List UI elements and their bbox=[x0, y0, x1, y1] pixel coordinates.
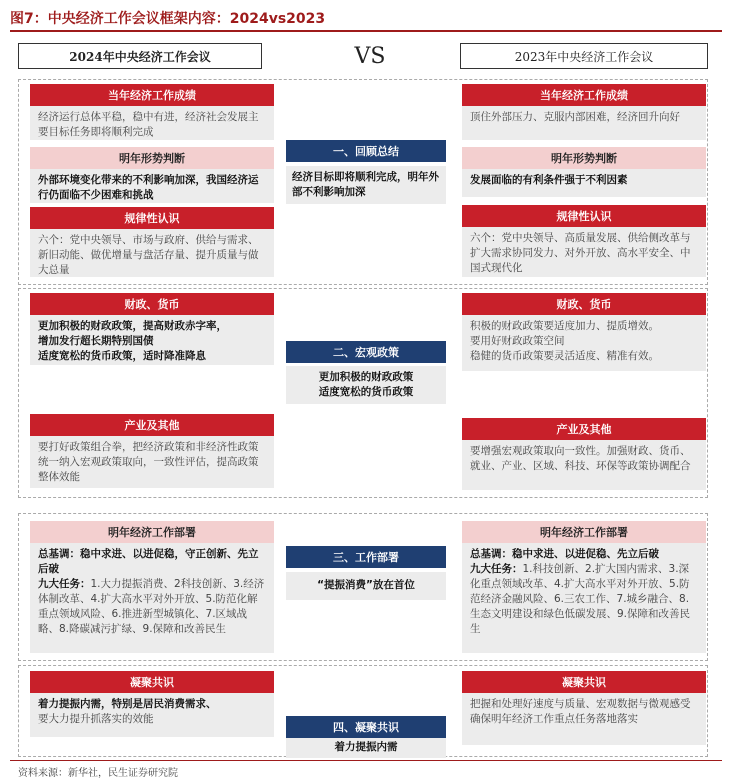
s2-right-fiscal-text bbox=[462, 315, 706, 371]
title-divider bbox=[10, 30, 722, 32]
s2-right-fiscal-line-2: 要用好财政政策空间 bbox=[470, 335, 565, 347]
header-2024: 2024年中央经济工作会议 bbox=[18, 43, 262, 69]
s4-center-text: 着力提振内需 bbox=[286, 738, 446, 758]
s4-right-line-1: 把握和处理好速度与质量、宏观数据与微观感受 bbox=[470, 698, 691, 710]
s1-left-achievement-title: 当年经济工作成绩 bbox=[30, 84, 274, 106]
s2-center-title: 二、宏观政策 bbox=[286, 341, 446, 363]
s2-left-fiscal-line-2: 增加发行超长期特别国债 bbox=[38, 335, 154, 347]
s1-center-title: 一、回顾总结 bbox=[286, 140, 446, 162]
s3-right-title: 明年经济工作部署 bbox=[462, 521, 706, 543]
s2-right-fiscal-title: 财政、货币 bbox=[462, 293, 706, 315]
s2-center-text bbox=[286, 366, 446, 404]
s4-right-line-2: 确保明年经济工作重点任务落地落实 bbox=[470, 713, 638, 725]
s3-left-main-text: 稳中求进、以进促稳，守正创新、先立后破 bbox=[38, 548, 259, 575]
footer-divider bbox=[10, 760, 722, 761]
s1-right-achievement-text: 顶住外部压力、克服内部困难，经济回升向好 bbox=[462, 106, 706, 140]
s2-left-fiscal-title: 财政、货币 bbox=[30, 293, 274, 315]
s3-center-text: “提振消费”放在首位 bbox=[286, 572, 446, 600]
s1-right-outlook-text: 发展面临的有利条件强于不利因素 bbox=[462, 169, 706, 197]
s1-left-rules-text: 六个：党中央领导、市场与政府、供给与需求、新旧动能、做优增量与盘活存量、提升质量与做大总量 bbox=[30, 229, 274, 277]
s3-left-tasks-text: 1.大力提振消费、2科技创新、3.经济体制改革、4.扩大高水平对外开放、5.防范化解重点领域风险、6.推进新型城镇化、7.区域战略、8.降碳减污扩绿、9.保障和改善民生 bbox=[38, 578, 265, 635]
s1-right-achievement-title: 当年经济工作成绩 bbox=[462, 84, 706, 106]
s3-right-main-text: 稳中求进、以进促稳、先立后破 bbox=[512, 548, 659, 560]
s4-left-text bbox=[30, 693, 274, 737]
s4-left-line-2: 要大力提升抓落实的效能 bbox=[38, 713, 154, 725]
s1-left-rules-title: 规律性认识 bbox=[30, 207, 274, 229]
s3-left-main-label: 总基调： bbox=[38, 548, 80, 560]
s2-right-fiscal-line-1: 积极的财政政策要适度加力、提质增效。 bbox=[470, 320, 659, 332]
s1-center-text: 经济目标即将顺利完成，明年外部不利影响加深 bbox=[286, 166, 446, 204]
s2-left-industry-title: 产业及其他 bbox=[30, 414, 274, 436]
s1-left-outlook-title: 明年形势判断 bbox=[30, 147, 274, 169]
s4-right-title: 凝聚共识 bbox=[462, 671, 706, 693]
source-note: 资料来源：新华社，民生证券研究院 bbox=[18, 768, 178, 779]
s2-left-fiscal-text bbox=[30, 315, 274, 365]
vs-label: VS bbox=[354, 44, 386, 69]
s2-center-line-2: 适度宽松的货币政策 bbox=[318, 386, 414, 398]
s2-right-industry-title: 产业及其他 bbox=[462, 418, 706, 440]
s4-left-line-1: 着力提振内需，特别是居民消费需求、 bbox=[38, 698, 217, 710]
s1-right-outlook-title: 明年形势判断 bbox=[462, 147, 706, 169]
s3-right-text bbox=[462, 543, 706, 653]
header-2023: 2023年中央经济工作会议 bbox=[460, 43, 708, 69]
s3-left-text bbox=[30, 543, 274, 653]
s2-left-fiscal-line-1: 更加积极的财政政策，提高财政赤字率， bbox=[38, 320, 227, 332]
s1-right-rules-title: 规律性认识 bbox=[462, 205, 706, 227]
s3-left-tasks-label: 九大任务： bbox=[38, 578, 91, 590]
s2-left-fiscal-line-3: 适度宽松的货币政策，适时降准降息 bbox=[38, 350, 206, 362]
s1-right-rules-text: 六个：党中央领导、高质量发展、供给侧改革与扩大需求协同发力、对外开放、高水平安全、中国式现代化 bbox=[462, 227, 706, 277]
s2-center-line-1: 更加积极的财政政策 bbox=[318, 371, 414, 383]
figure-title: 图7：中央经济工作会议框架内容：2024vs2023 bbox=[10, 11, 326, 27]
s2-left-industry-text: 要打好政策组合拳，把经济政策和非经济性政策统一纳入宏观政策取向，一致性评估，提高政策整体效能 bbox=[30, 436, 274, 488]
s3-right-tasks-label: 九大任务： bbox=[470, 563, 523, 575]
s3-center-title: 三、工作部署 bbox=[286, 546, 446, 568]
s2-right-fiscal-line-3: 稳健的货币政策要灵活适度、精准有效。 bbox=[470, 350, 659, 362]
s2-right-industry-text: 要增强宏观政策取向一致性。加强财政、货币、就业、产业、区域、科技、环保等政策协调配合 bbox=[462, 440, 706, 490]
s3-right-tasks-text: 1.科技创新、2.扩大国内需求、3.深化重点领域改革、4.扩大高水平对外开放、5.防范经济金融风险、6.三农工作、7.城乡融合、8.生态文明建设和绿色低碳发展、9.保障和改善民生 bbox=[470, 563, 691, 635]
s1-left-achievement-text: 经济运行总体平稳，稳中有进，经济社会发展主要目标任务即将顺利完成 bbox=[30, 106, 274, 140]
s4-left-title: 凝聚共识 bbox=[30, 671, 274, 693]
s4-right-text bbox=[462, 693, 706, 745]
s3-right-main-label: 总基调： bbox=[470, 548, 512, 560]
s1-left-outlook-text: 外部环境变化带来的不利影响加深，我国经济运行仍面临不少困难和挑战 bbox=[30, 169, 274, 203]
s3-left-title: 明年经济工作部署 bbox=[30, 521, 274, 543]
s4-center-title: 四、凝聚共识 bbox=[286, 716, 446, 738]
